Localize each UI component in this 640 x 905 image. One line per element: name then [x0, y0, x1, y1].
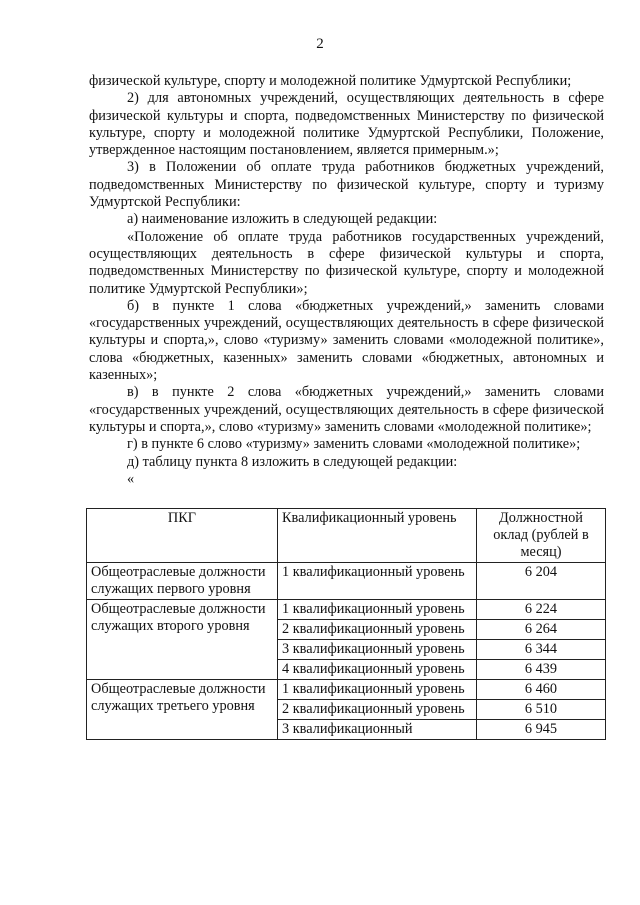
salary-cell: 6 510 [477, 700, 606, 720]
paragraph: физической культуре, спорту и молодежной политике Удмуртской Республики; [89, 73, 572, 89]
level-cell: 2 квалификационный уровень [278, 700, 477, 720]
salary-cell: 6 224 [477, 600, 606, 620]
paragraph: б) в пункте 1 слова «бюджетных учреждений,» заменить словами «государственных учреждений, осуществляющих деятельность в сфере физической культуры и спорта,», слово «туризму» заменить словами «молодежной политике», слова «бюджетных, казенных» заменить словами «бюджетных, автономных и казенных»; [89, 297, 604, 384]
level-cell: 1 квалификационный уровень [278, 563, 477, 600]
level-cell: 3 квалификационный уровень [278, 640, 477, 660]
salary-cell: 6 344 [477, 640, 606, 660]
header-salary: Должностной оклад (рублей в месяц) [477, 509, 606, 563]
paragraph: 3) в Положении об оплате труда работников бюджетных учреждений, подведомственных Министерству по физической культуре, спорту и туризму Удмуртской Республики: [89, 159, 604, 211]
group-name: Общеотраслевые должности служащих второго уровня [87, 600, 278, 680]
level-cell: 4 квалификационный уровень [278, 660, 477, 680]
paragraph: а) наименование изложить в следующей редакции: [127, 211, 438, 228]
document-body [89, 73, 604, 488]
group-name: Общеотраслевые должности служащих третьего уровня [87, 680, 278, 740]
level-cell: 1 квалификационный уровень [278, 600, 477, 620]
salary-cell: 6 439 [477, 660, 606, 680]
table-row [87, 680, 606, 700]
level-cell: 3 квалификационный [278, 720, 477, 740]
salary-cell: 6 460 [477, 680, 606, 700]
paragraph: в) в пункте 2 слова «бюджетных учреждений,» заменить словами «государственных учреждений, осуществляющих деятельность в сфере физической культуры и спорта,», слово «туризму» заменить словами «молодежной политике»; [89, 384, 604, 435]
paragraph: г) в пункте 6 слово «туризму» заменить словами «молодежной политике»; [127, 436, 581, 453]
table-header-row [87, 509, 606, 563]
paragraph: «Положение об оплате труда работников государственных учреждений, осуществляющих деятельность в сфере физической культуры и спорта, подведомственных Министерству по физической культуре, спорту и молодежной политике Удмуртской Республики»; [89, 228, 604, 297]
salary-cell: 6 204 [477, 563, 606, 600]
level-cell: 1 квалификационный уровень [278, 680, 477, 700]
table-row [87, 563, 606, 600]
paragraph: 2) для автономных учреждений, осуществляющих деятельность в сфере физической культуры и спорта, подведомственных Министерству по физической культуре, спорту и молодежной политике Удмуртской Республики, Положение, утвержденное настоящим постановлением, является примерным.»; [89, 90, 604, 159]
table-row [87, 600, 606, 620]
header-pkg: ПКГ [87, 509, 278, 563]
page-number: 2 [316, 36, 324, 52]
salary-cell: 6 264 [477, 620, 606, 640]
group-name: Общеотраслевые должности служащих первого уровня [87, 563, 278, 600]
salary-table [86, 508, 606, 740]
salary-cell: 6 945 [477, 720, 606, 740]
paragraph: д) таблицу пункта 8 изложить в следующей редакции: [127, 453, 458, 470]
opening-quote: « [127, 470, 135, 487]
level-cell: 2 квалификационный уровень [278, 620, 477, 640]
header-level: Квалификационный уровень [278, 509, 477, 563]
